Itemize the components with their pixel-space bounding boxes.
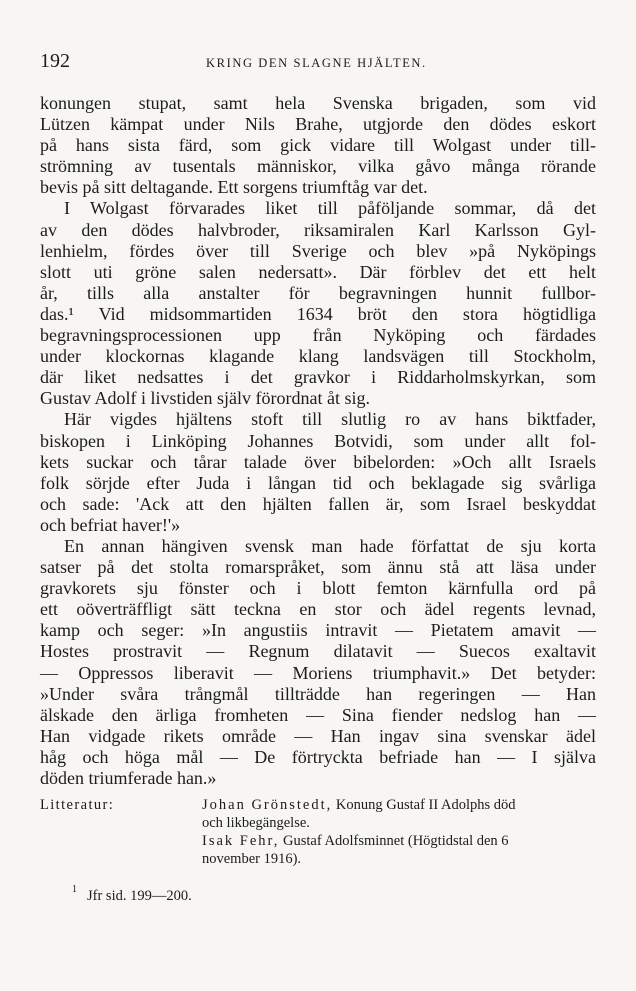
literature-entry	[40, 796, 600, 814]
text-line: ett oöverträffligt sätt teckna en stor och ädel regents levnad,	[40, 599, 596, 620]
text-line: kets suckar och tårar talade över bibelorden: »Och allt Israels	[40, 451, 596, 472]
spacer	[40, 814, 202, 832]
footnote-marker: 1	[72, 884, 77, 895]
text-line: Lützen kämpat under Nils Brahe, utgjorde den dödes eskort	[40, 114, 596, 135]
running-title: KRING DEN SLAGNE HJÄLTEN.	[206, 56, 427, 70]
footnote	[72, 886, 192, 905]
text-line: Hostes prostravit — Regnum dilatavit — Suecos exaltavit	[40, 641, 596, 662]
text-line: konungen stupat, samt hela Svenska brigaden, som vid	[40, 93, 596, 113]
text-line: I Wolgast förvarades liket till påföljande sommar, då det	[64, 198, 596, 219]
literature-section	[40, 796, 600, 868]
footnote-text: Jfr sid. 199—200.	[87, 887, 192, 904]
text-line: Gustav Adolf i livstiden själv förordnat åt sig.	[40, 388, 370, 409]
text-line: strömning av tusentals människor, vilka gåvo många rörande	[40, 156, 596, 177]
text-line: kamp och seger: »In angustiis intravit — Pietatem amavit —	[40, 620, 596, 641]
text-line: gravkorets sju fönster och i blott femton kärnfulla ord på	[40, 578, 596, 599]
literature-title-cont: november 1916).	[202, 851, 302, 867]
literature-author: Isak Fehr,	[202, 833, 280, 849]
literature-title: Konung Gustaf II Adolphs död	[335, 797, 516, 813]
text-line: döden triumferade han.»	[40, 768, 217, 788]
literature-title-cont: och likbegängelse.	[202, 815, 310, 831]
text-line: das.¹ Vid midsommartiden 1634 bröt den stora högtidliga	[40, 303, 596, 324]
body-text	[40, 93, 596, 789]
text-line: och sade: 'Ack att den hjälten fallen är, som Israel beskyddat	[40, 493, 596, 514]
text-line: — Oppressos liberavit — Moriens triumphavit.» Det betyder:	[40, 662, 596, 683]
literature-entry	[40, 832, 600, 850]
spacer	[40, 832, 202, 850]
text-line: folk sörjde efter Juda i långan tid och beklagade sig svårliga	[40, 472, 596, 493]
text-line: »Under svåra trångmål tillträdde han regeringen — Han	[40, 683, 596, 704]
text-line: En annan hängiven svensk man hade författat de sju korta	[64, 535, 596, 556]
literature-author: Johan Grönstedt,	[202, 797, 333, 813]
text-line: år, tills alla anstalter för begravningen hunnit fullbor-	[40, 282, 596, 303]
text-line: där liket nedsattes i det gravkor i Riddarholmskyrkan, som	[40, 367, 596, 388]
literature-citation	[202, 796, 600, 814]
text-line: Han vidgade rikets område — Han ingav sina svenskar ädel	[40, 725, 596, 746]
literature-continuation	[40, 850, 600, 868]
page-header	[40, 50, 600, 78]
spacer	[40, 850, 202, 868]
literature-citation	[202, 832, 600, 850]
text-line: bevis på sitt deltagande. Ett sorgens triumftåg var det.	[40, 177, 428, 198]
text-line: Här vigdes hjältens stoft till slutlig ro av hans biktfader,	[64, 409, 596, 430]
page-number: 192	[40, 50, 70, 72]
literature-title: Gustaf Adolfsminnet (Högtidstal den 6	[283, 833, 509, 849]
text-line: lenhielm, fördes över till Sverige och blev »på Nyköpings	[40, 240, 596, 261]
text-line: på hans sista färd, som gick vidare till Wolgast under till-	[40, 135, 596, 156]
text-line: biskopen i Linköping Johannes Botvidi, som under allt fol-	[40, 430, 596, 451]
text-line: av den dödes halvbroder, riksamiralen Karl Karlsson Gyl-	[40, 219, 596, 240]
text-line: och befriat haver!'»	[40, 514, 181, 535]
text-line: under klockornas klagande klang landsvägen till Stockholm,	[40, 346, 596, 367]
text-line: älskade den ärliga fromheten — Sina fiender nedslog han —	[40, 704, 596, 725]
text-line: begravningsprocessionen upp från Nyköping och färdades	[40, 325, 596, 346]
literature-continuation	[40, 814, 600, 832]
literature-label: Litteratur:	[40, 797, 115, 813]
text-line: satser på det stolta romarspråket, som ännu stå att läsa under	[40, 557, 596, 578]
text-line: slott uti gröne salen nedersatt». Där förblev det ett helt	[40, 261, 596, 282]
text-line: håg och höga mål — De förtryckta befriade han — I själva	[40, 746, 596, 767]
